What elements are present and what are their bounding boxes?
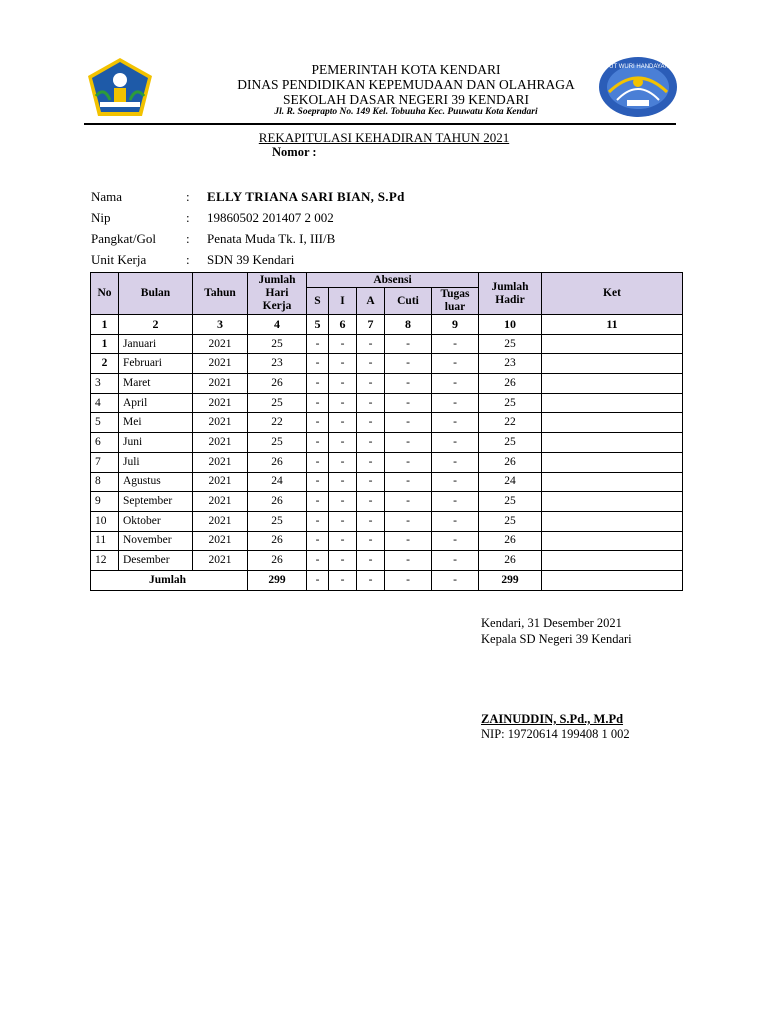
total-kerja: 299 xyxy=(248,570,307,590)
cell-s: - xyxy=(307,413,329,433)
cell-bulan: September xyxy=(119,492,193,512)
signature-nip: NIP: 19720614 199408 1 002 xyxy=(481,727,630,741)
cell-kerja: 25 xyxy=(248,433,307,453)
cell-tugas: - xyxy=(432,334,479,354)
table-row xyxy=(91,354,683,374)
info-sep-nip: : xyxy=(186,210,190,225)
cell-a: - xyxy=(357,334,385,354)
table-row xyxy=(91,472,683,492)
cell-tahun: 2021 xyxy=(193,374,248,394)
col-header-absensi: Absensi xyxy=(307,273,479,288)
cell-tugas: - xyxy=(432,433,479,453)
cell-tahun: 2021 xyxy=(193,531,248,551)
cell-i: - xyxy=(329,334,357,354)
cell-s: - xyxy=(307,374,329,394)
cell-tugas: - xyxy=(432,354,479,374)
header-gov-name: PEMERINTAH KOTA KENDARI xyxy=(311,62,501,77)
info-sep-pangkat: : xyxy=(186,231,190,246)
column-number-row: 1 2 3 4 5 6 7 8 9 10 11 xyxy=(91,315,683,335)
cell-a: - xyxy=(357,433,385,453)
cell-a: - xyxy=(357,472,385,492)
cell-i: - xyxy=(329,551,357,571)
cell-bulan: Januari xyxy=(119,334,193,354)
cell-tugas: - xyxy=(432,492,479,512)
cell-i: - xyxy=(329,492,357,512)
cell-i: - xyxy=(329,511,357,531)
cell-hadir: 25 xyxy=(479,433,542,453)
cell-ket xyxy=(542,531,683,551)
cell-ket xyxy=(542,413,683,433)
cell-s: - xyxy=(307,433,329,453)
cell-kerja: 26 xyxy=(248,492,307,512)
cell-s: - xyxy=(307,452,329,472)
col-header-s: S xyxy=(307,288,329,315)
cell-ket xyxy=(542,334,683,354)
cell-no: 10 xyxy=(91,511,119,531)
cell-cuti: - xyxy=(385,413,432,433)
cell-no: 1 xyxy=(91,334,119,354)
cell-hadir: 25 xyxy=(479,393,542,413)
col-header-tahun: Tahun xyxy=(193,273,248,315)
col-header-jumlah-hadir: Jumlah Hadir xyxy=(479,273,542,315)
cell-cuti: - xyxy=(385,452,432,472)
cell-tahun: 2021 xyxy=(193,511,248,531)
cell-bulan: November xyxy=(119,531,193,551)
cell-ket xyxy=(542,472,683,492)
cell-s: - xyxy=(307,334,329,354)
cell-i: - xyxy=(329,531,357,551)
cell-a: - xyxy=(357,492,385,512)
cell-no: 5 xyxy=(91,413,119,433)
cell-tugas: - xyxy=(432,374,479,394)
cell-a: - xyxy=(357,511,385,531)
cell-cuti: - xyxy=(385,334,432,354)
cell-no: 9 xyxy=(91,492,119,512)
table-row xyxy=(91,511,683,531)
cell-no: 11 xyxy=(91,531,119,551)
cell-cuti: - xyxy=(385,374,432,394)
info-value-unit: SDN 39 Kendari xyxy=(207,252,295,267)
cell-hadir: 23 xyxy=(479,354,542,374)
col-header-hari-kerja: Jumlah Hari Kerja xyxy=(248,273,307,315)
cell-no: 3 xyxy=(91,374,119,394)
cell-i: - xyxy=(329,374,357,394)
table-row xyxy=(91,334,683,354)
cell-a: - xyxy=(357,354,385,374)
cell-tugas: - xyxy=(432,472,479,492)
table-row xyxy=(91,531,683,551)
signature-position: Kepala SD Negeri 39 Kendari xyxy=(481,632,632,646)
cell-a: - xyxy=(357,551,385,571)
logo-motto: TUT WURI HANDAYANI xyxy=(605,64,671,70)
cell-no: 7 xyxy=(91,452,119,472)
cell-no: 8 xyxy=(91,472,119,492)
cell-hadir: 24 xyxy=(479,472,542,492)
cell-kerja: 25 xyxy=(248,511,307,531)
cell-tahun: 2021 xyxy=(193,334,248,354)
table-row xyxy=(91,374,683,394)
cell-kerja: 24 xyxy=(248,472,307,492)
cell-hadir: 25 xyxy=(479,511,542,531)
header-school: SEKOLAH DASAR NEGERI 39 KENDARI xyxy=(283,92,529,107)
cell-hadir: 26 xyxy=(479,374,542,394)
cell-tugas: - xyxy=(432,452,479,472)
table-row xyxy=(91,452,683,472)
attendance-table xyxy=(90,272,683,591)
info-value-nip: 19860502 201407 2 002 xyxy=(207,210,334,225)
cell-i: - xyxy=(329,433,357,453)
cell-s: - xyxy=(307,531,329,551)
col-header-ket: Ket xyxy=(542,273,683,315)
col-header-tugas-luar: Tugas luar xyxy=(432,288,479,315)
info-sep-unit: : xyxy=(186,252,190,267)
cell-cuti: - xyxy=(385,354,432,374)
cell-s: - xyxy=(307,354,329,374)
cell-s: - xyxy=(307,393,329,413)
cell-ket xyxy=(542,393,683,413)
cell-tahun: 2021 xyxy=(193,393,248,413)
header-address: Jl. R. Soeprapto No. 149 Kel. Tobuuha Kec. Puuwatu Kota Kendari xyxy=(274,107,538,117)
col-header-bulan: Bulan xyxy=(119,273,193,315)
cell-tahun: 2021 xyxy=(193,551,248,571)
info-label-unit: Unit Kerja xyxy=(91,252,147,267)
cell-hadir: 25 xyxy=(479,334,542,354)
cell-tahun: 2021 xyxy=(193,413,248,433)
cell-tahun: 2021 xyxy=(193,492,248,512)
cell-cuti: - xyxy=(385,531,432,551)
cell-ket xyxy=(542,511,683,531)
table-row xyxy=(91,551,683,571)
cell-kerja: 25 xyxy=(248,393,307,413)
cell-tahun: 2021 xyxy=(193,354,248,374)
cell-s: - xyxy=(307,492,329,512)
cell-ket xyxy=(542,433,683,453)
cell-kerja: 25 xyxy=(248,334,307,354)
col-header-cuti: Cuti xyxy=(385,288,432,315)
cell-cuti: - xyxy=(385,492,432,512)
info-label-pangkat: Pangkat/Gol xyxy=(91,231,156,246)
cell-s: - xyxy=(307,551,329,571)
cell-tugas: - xyxy=(432,413,479,433)
cell-bulan: Oktober xyxy=(119,511,193,531)
nomor-label: Nomor : xyxy=(272,145,317,159)
header-divider xyxy=(84,123,676,125)
cell-hadir: 26 xyxy=(479,452,542,472)
cell-hadir: 22 xyxy=(479,413,542,433)
cell-tahun: 2021 xyxy=(193,472,248,492)
table-row xyxy=(91,492,683,512)
cell-tugas: - xyxy=(432,393,479,413)
cell-i: - xyxy=(329,354,357,374)
cell-bulan: Juli xyxy=(119,452,193,472)
cell-bulan: Juni xyxy=(119,433,193,453)
cell-ket xyxy=(542,374,683,394)
signature-place-date: Kendari, 31 Desember 2021 xyxy=(481,616,622,630)
cell-hadir: 26 xyxy=(479,531,542,551)
cell-no: 6 xyxy=(91,433,119,453)
col-header-no: No xyxy=(91,273,119,315)
info-value-nama: ELLY TRIANA SARI BIAN, S.Pd xyxy=(207,189,405,204)
cell-cuti: - xyxy=(385,472,432,492)
cell-cuti: - xyxy=(385,393,432,413)
table-row xyxy=(91,433,683,453)
cell-cuti: - xyxy=(385,551,432,571)
col-header-i: I xyxy=(329,288,357,315)
cell-i: - xyxy=(329,413,357,433)
cell-bulan: Desember xyxy=(119,551,193,571)
info-value-pangkat: Penata Muda Tk. I, III/B xyxy=(207,231,336,246)
cell-ket xyxy=(542,354,683,374)
cell-ket xyxy=(542,551,683,571)
cell-no: 2 xyxy=(91,354,119,374)
cell-bulan: Februari xyxy=(119,354,193,374)
cell-hadir: 25 xyxy=(479,492,542,512)
cell-i: - xyxy=(329,393,357,413)
info-sep-nama: : xyxy=(186,189,190,204)
cell-tugas: - xyxy=(432,531,479,551)
cell-kerja: 26 xyxy=(248,374,307,394)
cell-tahun: 2021 xyxy=(193,452,248,472)
cell-i: - xyxy=(329,452,357,472)
cell-kerja: 26 xyxy=(248,551,307,571)
total-hadir: 299 xyxy=(479,570,542,590)
cell-a: - xyxy=(357,393,385,413)
cell-tahun: 2021 xyxy=(193,433,248,453)
cell-ket xyxy=(542,492,683,512)
cell-s: - xyxy=(307,511,329,531)
tut-wuri-handayani-logo xyxy=(597,56,679,118)
cell-bulan: Mei xyxy=(119,413,193,433)
header-department: DINAS PENDIDIKAN KEPEMUDAAN DAN OLAHRAGA xyxy=(237,77,575,92)
cell-a: - xyxy=(357,374,385,394)
cell-tugas: - xyxy=(432,551,479,571)
cell-kerja: 23 xyxy=(248,354,307,374)
cell-ket xyxy=(542,452,683,472)
table-row xyxy=(91,393,683,413)
cell-bulan: Agustus xyxy=(119,472,193,492)
signature-name: ZAINUDDIN, S.Pd., M.Pd xyxy=(481,712,624,726)
cell-cuti: - xyxy=(385,511,432,531)
table-total-row: Jumlah 299 - - - - - 299 xyxy=(91,570,683,590)
info-label-nama: Nama xyxy=(91,189,123,204)
cell-kerja: 22 xyxy=(248,413,307,433)
info-label-nip: Nip xyxy=(91,210,111,225)
cell-a: - xyxy=(357,452,385,472)
cell-kerja: 26 xyxy=(248,452,307,472)
table-row xyxy=(91,413,683,433)
cell-no: 12 xyxy=(91,551,119,571)
cell-bulan: Maret xyxy=(119,374,193,394)
cell-tugas: - xyxy=(432,511,479,531)
cell-i: - xyxy=(329,472,357,492)
total-label: Jumlah xyxy=(91,570,248,590)
col-header-a: A xyxy=(357,288,385,315)
document-title: REKAPITULASI KEHADIRAN TAHUN 2021 xyxy=(258,130,510,145)
cell-hadir: 26 xyxy=(479,551,542,571)
cell-a: - xyxy=(357,413,385,433)
city-emblem-logo xyxy=(86,56,154,120)
cell-kerja: 26 xyxy=(248,531,307,551)
cell-no: 4 xyxy=(91,393,119,413)
cell-cuti: - xyxy=(385,433,432,453)
cell-bulan: April xyxy=(119,393,193,413)
cell-s: - xyxy=(307,472,329,492)
cell-a: - xyxy=(357,531,385,551)
